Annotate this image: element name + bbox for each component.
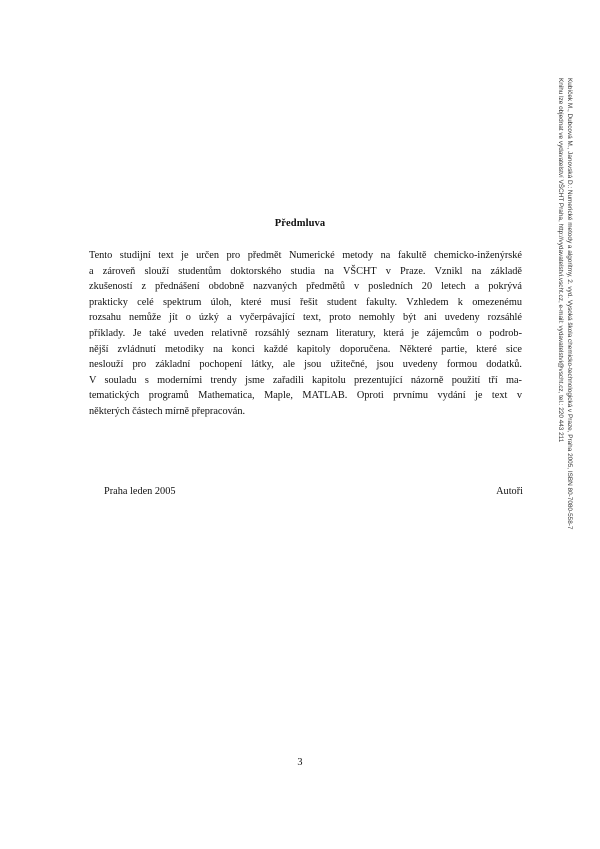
page-number: 3 [297,757,303,768]
paragraph-line: zkušeností z přednášení obdobně nazvaných předmětů v posledních 20 letech a pokrývá [89,281,522,293]
paragraph-line: prakticky celé spektrum úloh, které musí řešit student fakulty. Vzhledem k omezenému [89,296,522,308]
paragraph-line: neslouží pro základní pochopení látky, ale jsou užitečné, jsou uvedeny formou dodatků. [89,359,522,371]
paragraph-line: příklady. Je také uveden relativně rozsáhlý seznam literatury, která je zájemcům o podrob- [89,327,522,339]
paragraph-line: rozsahu nemůže jít o úzký a vyčerpávající text, proto nemohly být ani uvedeny rozsáhlé [89,312,522,324]
ordering-info-line: Knihu lze objednat ve vydavatelství VŠCHT Praha, http://vydavatelstvi.vscht.cz, e-mail: vydavatelstvi@vscht.cz, tel.: 220 443 211 [557,78,564,443]
place-date: Praha leden 2005 [104,486,176,497]
authors-signature: Autoři [496,486,523,497]
paragraph-line: některých částech mírně přepracován. [89,405,246,417]
paragraph-line: tematických programů Mathematica, Maple, MATLAB. Oproti prvnímu vydání je text v [89,390,522,402]
citation-line: Kubíček M., Dubcová M., Janovská D.: Numerické metody a algoritmy, 2. vyd. Vysoká škola chemicko-technologická v Praze, Praha 2005, ISBN 80-7080-558-7 [566,78,573,530]
preface-paragraph [89,248,522,420]
paragraph-line: a zároveň slouží studentům doktorského studia na VŠCHT v Praze. Vznikl na základě [89,265,522,277]
preface-title: Předmluva [274,218,326,229]
paragraph-line: nější zvládnutí metodiky na konci každé kapitoly doporučena. Některé partie, které sice [89,343,522,355]
side-citation-note [556,78,574,529]
paragraph-line: V souladu s moderními trendy jsme zařadili kapitolu prezentující názorně použití tří ma- [89,374,522,386]
paragraph-line: Tento studijní text je určen pro předmět Numerické metody na fakultě chemicko-inženýrské [89,250,522,261]
